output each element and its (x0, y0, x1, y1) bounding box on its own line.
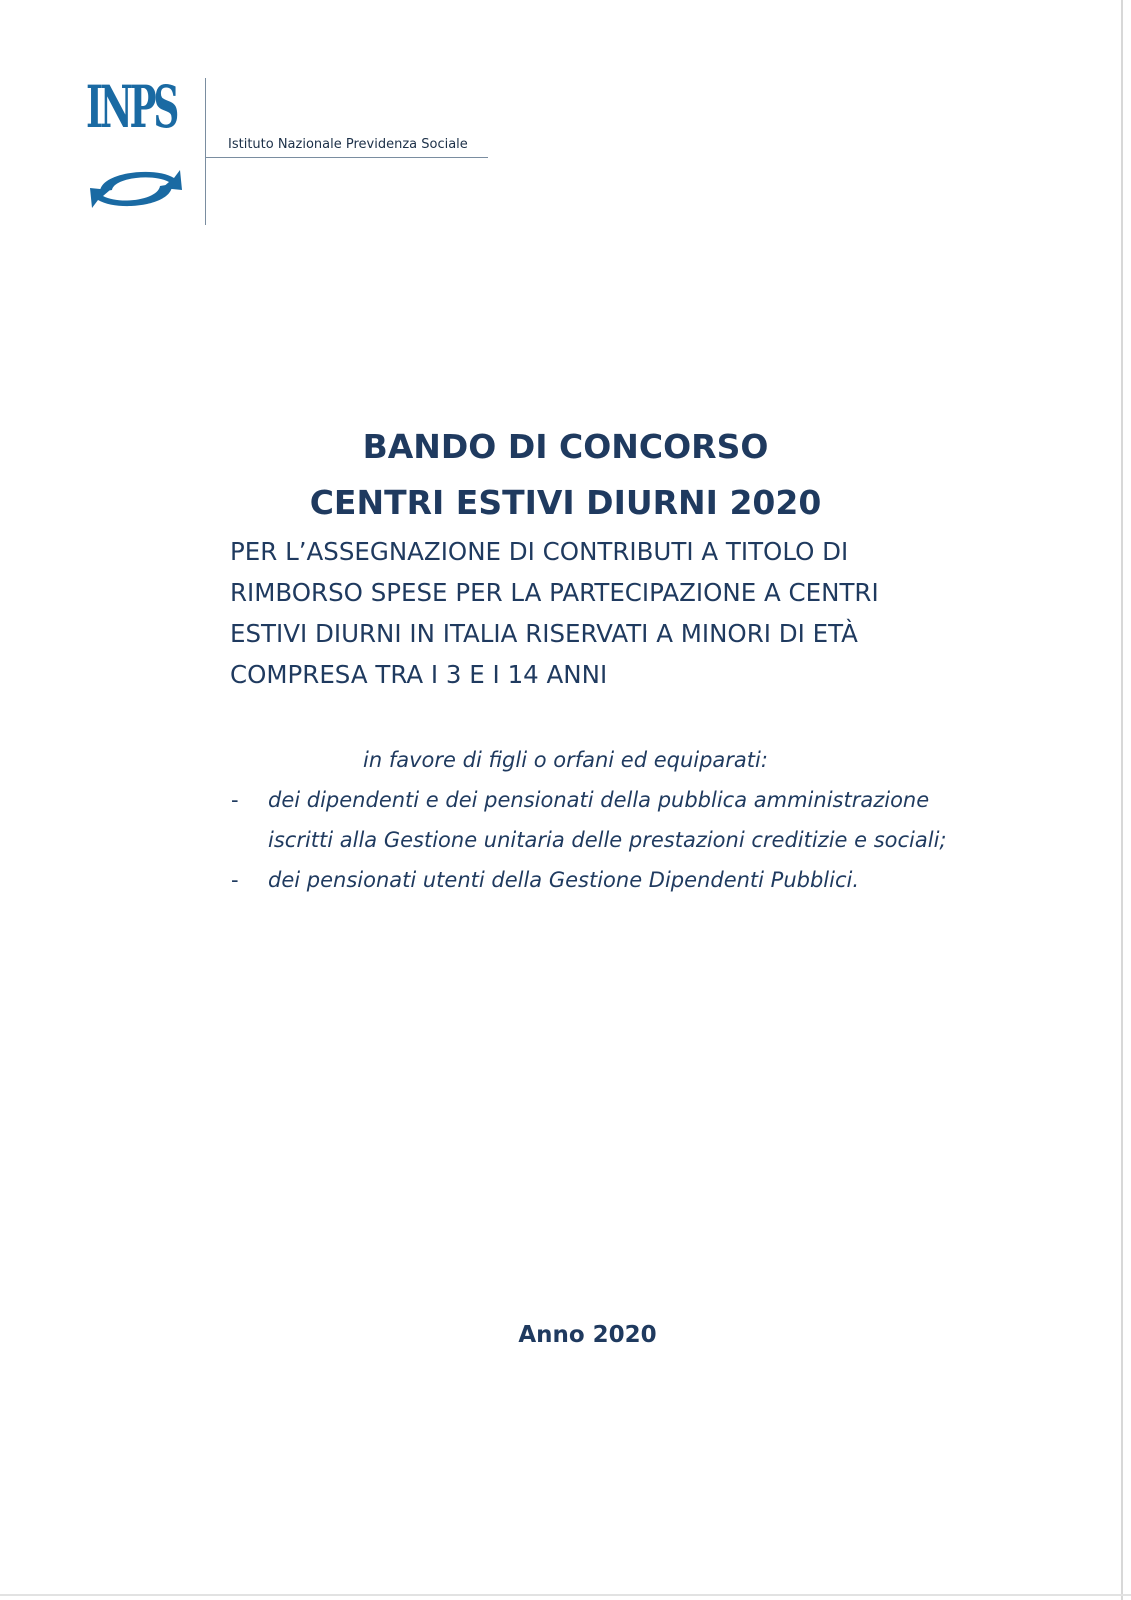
scan-edge-bottom (0, 1594, 1131, 1596)
subtitle-line-4: COMPRESA TRA I 3 E I 14 ANNI (230, 660, 608, 689)
header-vertical-rule (205, 78, 206, 225)
document-title-line-2: CENTRI ESTIVI DIURNI 2020 (309, 483, 822, 522)
subtitle-line-1: PER L’ASSEGNAZIONE DI CONTRIBUTI A TITOLO DI (230, 537, 849, 566)
bullet-marker: - (231, 868, 239, 892)
beneficiary-item-2-line-1: dei pensionati utenti della Gestione Dipendenti Pubblici. (268, 868, 860, 892)
inps-arrows-icon (86, 162, 186, 214)
bullet-marker: - (231, 788, 239, 812)
scan-edge-right (1121, 0, 1123, 1600)
inps-logo (86, 74, 206, 224)
header-horizontal-rule (205, 157, 488, 158)
beneficiary-item-1-line-2: iscritti alla Gestione unitaria delle prestazioni creditizie e sociali; (268, 828, 947, 852)
beneficiaries-intro: in favore di figli o orfani ed equiparati: (363, 748, 768, 772)
document-title-line-1: BANDO DI CONCORSO (362, 427, 769, 466)
logo-letters: INPS (86, 73, 177, 141)
beneficiary-item-1-line-1: dei dipendenti e dei pensionati della pubblica amministrazione (268, 788, 930, 812)
institute-name: Istituto Nazionale Previdenza Sociale (228, 137, 468, 152)
subtitle-line-3: ESTIVI DIURNI IN ITALIA RISERVATI A MINORI DI ETÀ (230, 619, 858, 648)
subtitle-line-2: RIMBORSO SPESE PER LA PARTECIPAZIONE A CENTRI (230, 578, 879, 607)
document-year: Anno 2020 (518, 1322, 657, 1348)
